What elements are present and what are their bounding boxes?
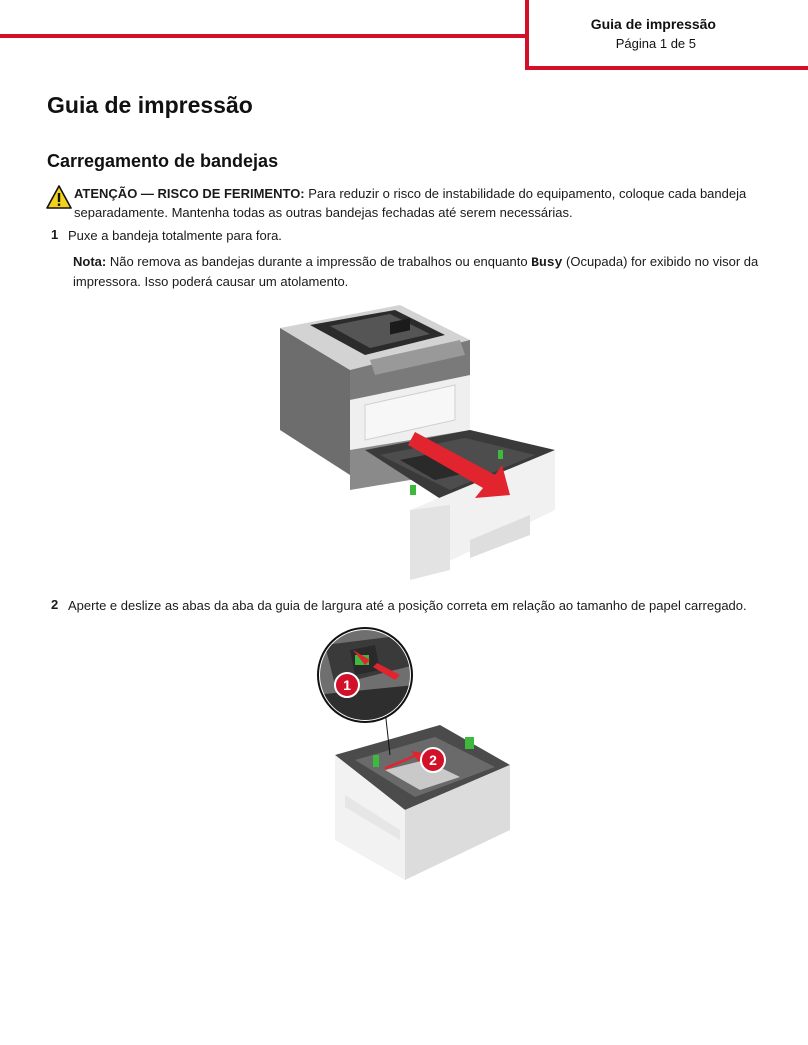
note-text-after: (Ocupada) for exibido no visor da impressora. Isso poderá causar um atolamento. (73, 254, 759, 289)
warning-triangle-icon (46, 184, 72, 210)
header-page-number: Página 1 de 5 (615, 36, 696, 51)
step-2-text: Aperte e deslize as abas da aba da guia de largura até a posição correta em relação ao tamanho de papel carregado. (68, 598, 747, 613)
note-code-busy: Busy (531, 255, 563, 270)
caution-body: Para reduzir o risco de instabilidade do equipamento, coloque cada bandeja separadamente. Mantenha todas as outras bandejas fechadas até serem necessárias. (74, 186, 747, 220)
printer-tray-illustration (270, 300, 560, 585)
callout-2-label: 2 (429, 752, 437, 768)
step-2-number: 2 (51, 597, 59, 612)
note-text-before: Não remova as bandejas durante a impressão de trabalhos ou enquanto (106, 254, 532, 269)
note-label: Nota: (73, 254, 107, 269)
callout-1-label: 1 (343, 677, 351, 693)
page-title: Guia de impressão (47, 92, 253, 118)
header-title: Guia de impressão (590, 16, 716, 32)
section-heading: Carregamento de bandejas (47, 151, 279, 171)
header-box (525, 0, 808, 70)
caution-text (74, 184, 754, 222)
width-guide-illustration (315, 625, 520, 885)
caution-label: ATENÇÃO — RISCO DE FERIMENTO: (74, 186, 305, 201)
step-1-number: 1 (51, 227, 59, 242)
step-1-note (73, 252, 763, 291)
header-rule (0, 34, 528, 38)
step-1-text: Puxe a bandeja totalmente para fora. (68, 228, 282, 243)
